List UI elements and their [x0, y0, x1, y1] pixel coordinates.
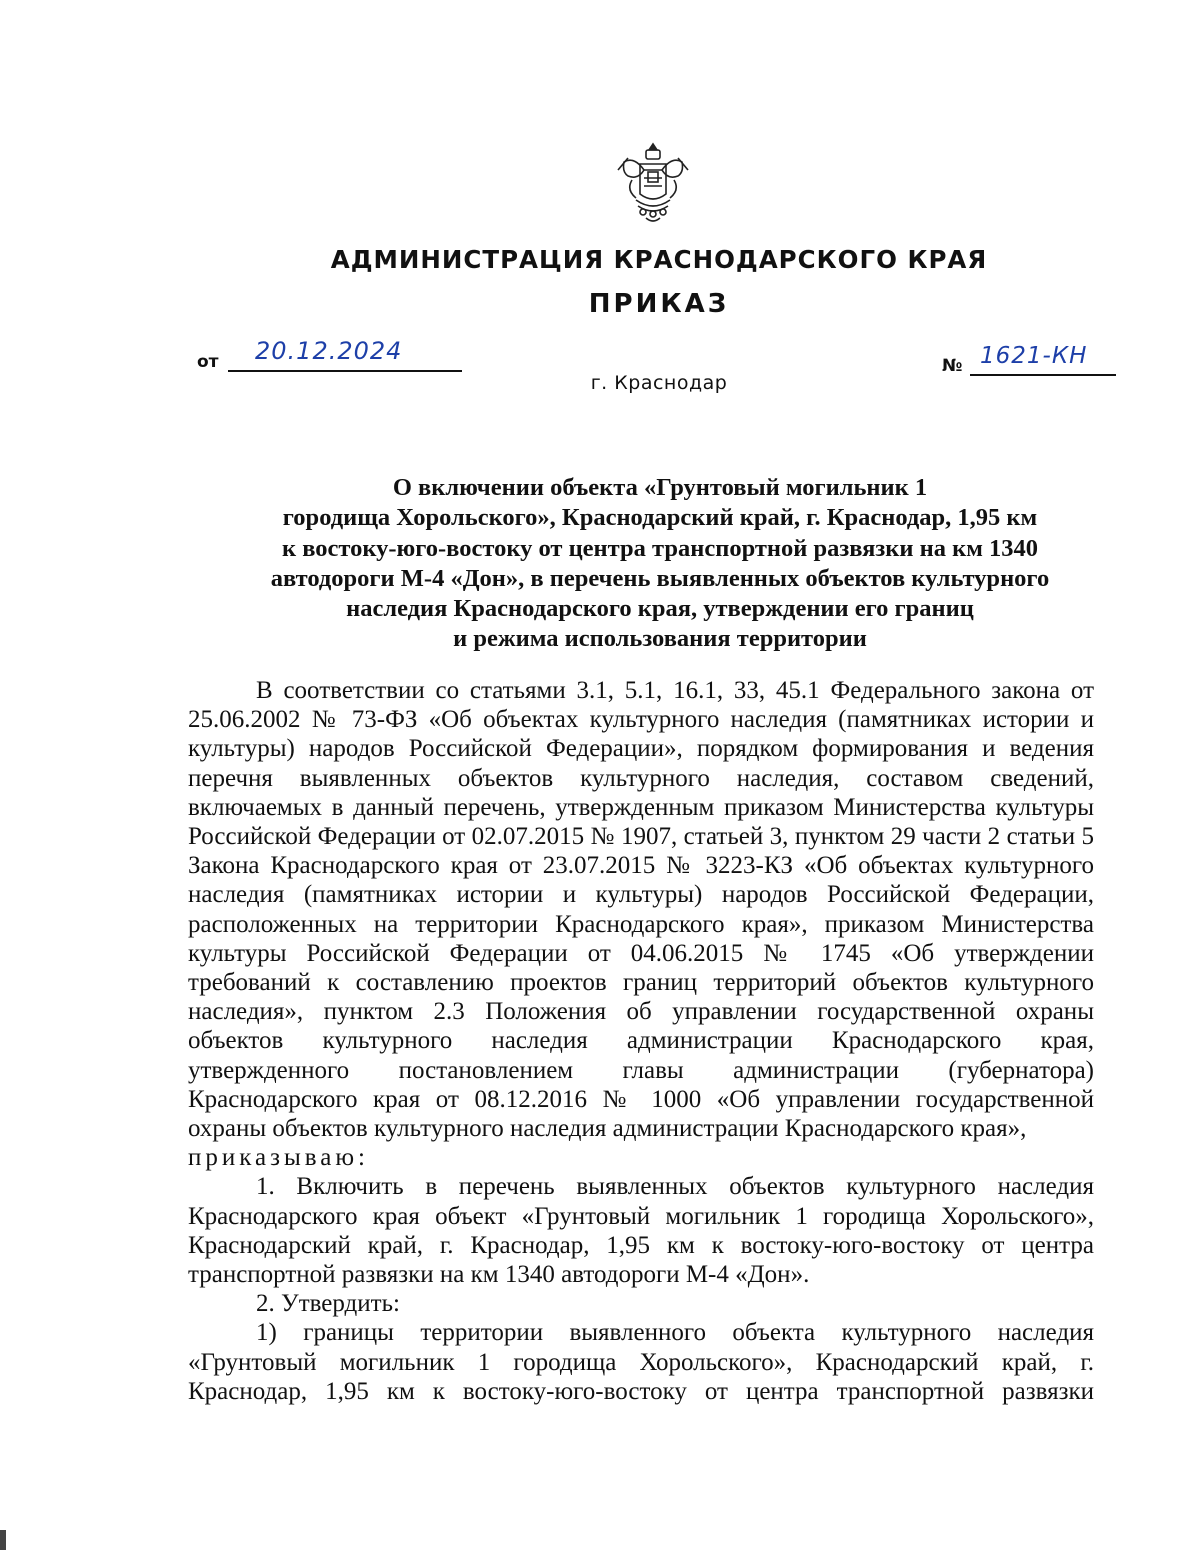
item-1-paragraph: 1. Включить в перечень выявленных объектов культурного наследия Краснодарского края объект «Грунтовый могильник 1 городища Хорольского», Краснодарский край, г. Краснодар, 1,95 км к востоку-юго-востоку от центра транспортной развязки на км 1340 автодороги М-4 «Дон». [188, 1173, 1094, 1289]
date-label: от [197, 352, 219, 372]
title-line: автодороги М-4 «Дон», в перечень выявленных объектов культурного [270, 564, 1050, 592]
item-2-paragraph: 2. Утвердить: [256, 1290, 400, 1318]
title-line: к востоку-юго-востоку от центра транспортной развязки на км 1340 [281, 534, 1039, 562]
coat-of-arms-emblem-icon [610, 140, 696, 226]
document-body [188, 676, 1094, 1406]
title-line: О включении объекта «Грунтовый могильник 1 [392, 474, 928, 501]
title-line: наследия Краснодарского края, утверждении его границ [346, 595, 974, 623]
organization-name: АДМИНИСТРАЦИЯ КРАСНОДАРСКОГО КРАЯ [330, 245, 988, 274]
scan-corner-mark [0, 1530, 6, 1550]
handwritten-number: 1621-КН [980, 343, 1088, 369]
title-line: и режима использования территории [453, 625, 867, 653]
document-type: ПРИКАЗ [588, 289, 730, 319]
city-name: г. Краснодар [590, 372, 728, 394]
order-word: приказываю: [188, 1144, 369, 1172]
handwritten-date: 20.12.2024 [255, 337, 403, 365]
item-2-1-paragraph: 1) границы территории выявленного объекта культурного наследия «Грунтовый могильник 1 городища Хорольского», Краснодарский край, г. Краснодар, 1,95 км к востоку-юго-востоку от центра транспортной развязки [188, 1319, 1094, 1405]
number-label: № [942, 356, 963, 376]
document-title [180, 473, 1140, 655]
title-line: городища Хорольского», Краснодарский край, г. Краснодар, 1,95 км [282, 504, 1038, 532]
preamble-paragraph: В соответствии со статьями 3.1, 5.1, 16.1, 33, 45.1 Федерального закона от 25.06.2002 № 73-ФЗ «Об объектах культурного наследия (памятниках истории и культуры) народов Российской Федерации», порядком формирования и ведения перечня выявленных объектов культурного наследия, составом сведений, включаемых в данный перечень, утвержденным приказом Министерства культуры Российской Федерации от 02.07.2015 № 1907, статьей 3, пунктом 29 части 2 статьи 5 Закона Краснодарского края от 23.07.2015 № 3223-КЗ «Об объектах культурного наследия (памятниках истории и культуры) народов Российской Федерации, расположенных на территории Краснодарского края», приказом Министерства культуры Российской Федерации от 04.06.2015 № 1745 «Об утверждении требований к составлению проектов границ территорий объектов культурного наследия», пунктом 2.3 Положения об управлении государственной охраны объектов культурного наследия администрации Краснодарского края, утвержденного постановлением главы администрации (губернатора) Краснодарского края от 08.12.2016 № 1000 «Об управлении государственной охраны объектов культурного наследия администрации Краснодарского края», [188, 677, 1094, 1143]
